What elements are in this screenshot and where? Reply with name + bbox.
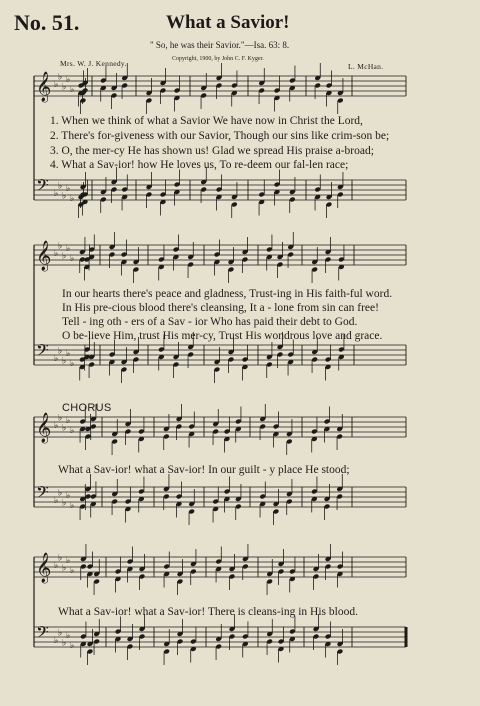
flat-icon: ♭	[66, 631, 71, 641]
bass-clef-icon: 𝄢	[36, 340, 49, 364]
flat-icon: ♭	[54, 636, 59, 646]
verse-line-2: 2. There's for-giveness with our Savior, Though our sins like crim-son be;	[50, 130, 390, 142]
flat-icon: ♭	[62, 82, 67, 93]
flat-icon: ♭	[62, 423, 67, 434]
flat-icon: ♭	[66, 244, 71, 254]
flat-icon: ♭	[62, 638, 67, 649]
treble-clef-icon: 𝄞	[36, 553, 52, 583]
flat-icon: ♭	[54, 421, 59, 431]
flat-icon: ♭	[58, 553, 63, 564]
flat-icon: ♭	[54, 496, 59, 506]
flat-icon: ♭	[70, 85, 75, 95]
flat-icon: ♭	[70, 254, 75, 264]
copyright-notice: Copyright, 1900, by John C. F. Kyger.	[172, 56, 264, 62]
hymn-title: What a Savior!	[166, 12, 290, 33]
flat-icon: ♭	[66, 184, 71, 194]
verse-line-6: In His pre-cious blood there's cleansing, It a - lone from sin can free!	[62, 302, 379, 314]
treble-clef-icon: 𝄞	[36, 72, 52, 102]
verse-line-3: 3. O, the mer-cy He has shown us! Glad we spread His praise a-broad;	[50, 145, 374, 157]
chorus-label: CHORUS	[62, 402, 112, 414]
verse-line-7: Tell - ing oth - ers of a Sav - ior Who has paid their debt to God.	[62, 316, 358, 328]
flat-icon: ♭	[54, 80, 59, 90]
scripture-epigraph: " So, he was their Savior."—Isa. 63: 8.	[150, 40, 290, 50]
verse-line-8: O be-lieve Him, trust His mer-cy, Trust His wondrous love and grace.	[62, 330, 383, 342]
lyricist-credit: Mrs. W. J. Kennedy.	[60, 59, 127, 68]
chorus-line-1: What a Sav-ior! what a Sav-ior! In our guilt - y place He stood;	[58, 464, 350, 476]
flat-icon: ♭	[70, 426, 75, 436]
flat-icon: ♭	[66, 556, 71, 566]
treble-clef-icon: 𝄞	[36, 241, 52, 271]
flat-icon: ♭	[70, 359, 75, 369]
flat-icon: ♭	[62, 251, 67, 262]
flat-icon: ♭	[58, 413, 63, 424]
bass-clef-icon: 𝄢	[36, 622, 49, 646]
flat-icon: ♭	[66, 349, 71, 359]
flat-icon: ♭	[66, 75, 71, 85]
flat-icon: ♭	[54, 354, 59, 364]
verse-line-1: 1. When we think of what a Savior We have now in Christ the Lord,	[50, 115, 363, 127]
composer-credit: L. McHan.	[348, 62, 384, 71]
flat-icon: ♭	[58, 181, 63, 192]
verse-line-5: In our hearts there's peace and gladness, Trust-ing in His faith-ful word.	[62, 288, 393, 300]
flat-icon: ♭	[70, 501, 75, 511]
flat-icon: ♭	[62, 191, 67, 202]
bass-clef-icon: 𝄢	[36, 175, 49, 199]
flat-icon: ♭	[58, 628, 63, 639]
flat-icon: ♭	[58, 346, 63, 357]
flat-icon: ♭	[62, 356, 67, 367]
flat-icon: ♭	[66, 416, 71, 426]
flat-icon: ♭	[58, 241, 63, 252]
bass-clef-icon: 𝄢	[36, 482, 49, 506]
flat-icon: ♭	[54, 189, 59, 199]
flat-icon: ♭	[62, 563, 67, 574]
verse-line-4: 4. What a Sav-ior! how He loves us, To re-deem our fal-len race;	[50, 159, 349, 171]
chorus-line-2: What a Sav-ior! what a Sav-ior! There is cleans-ing in His blood.	[58, 606, 358, 618]
flat-icon: ♭	[70, 641, 75, 651]
flat-icon: ♭	[54, 561, 59, 571]
flat-icon: ♭	[58, 488, 63, 499]
flat-icon: ♭	[54, 249, 59, 259]
flat-icon: ♭	[58, 72, 63, 83]
flat-icon: ♭	[62, 498, 67, 509]
flat-icon: ♭	[66, 491, 71, 501]
treble-clef-icon: 𝄞	[36, 413, 52, 443]
hymn-number: No. 51.	[14, 10, 80, 35]
flat-icon: ♭	[70, 194, 75, 204]
flat-icon: ♭	[70, 566, 75, 576]
